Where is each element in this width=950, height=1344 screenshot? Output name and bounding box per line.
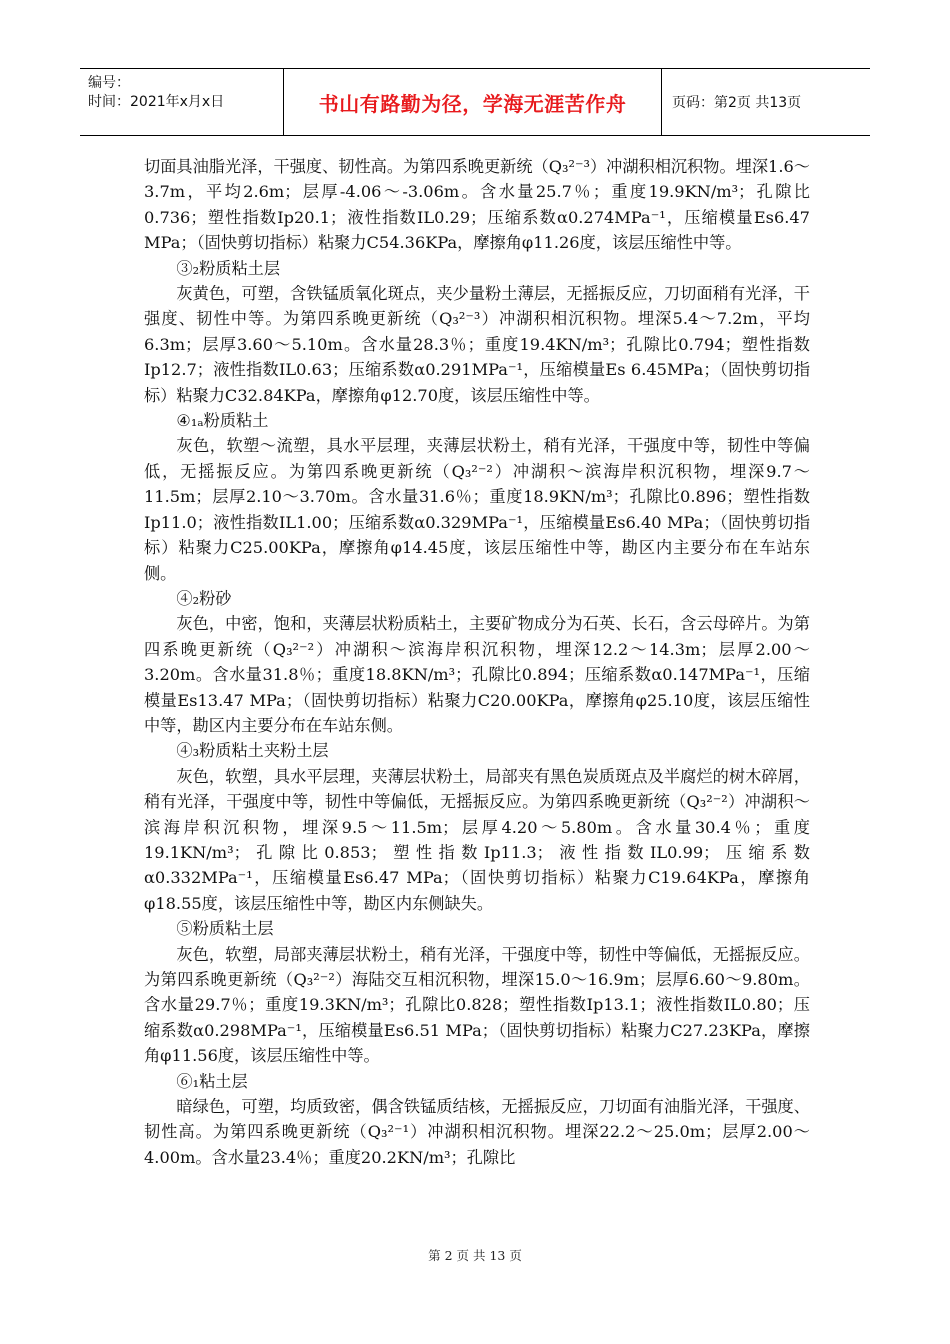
document-body: [144, 154, 810, 1170]
body-paragraph: 灰色，中密，饱和，夹薄层状粉质粘土，主要矿物成分为石英、长石，含云母碎片。为第四系晚更新统（Q₃²⁻²）冲湖积～滨海岸积沉积物，埋深12.2～14.3m；层厚2.00～3.20m。含水量31.8％；重度18.8KN/m³；孔隙比0.894；压缩系数α0.147MPa⁻¹，压缩模量Es13.47 MPa；（固快剪切指标）粘聚力C20.00KPa，摩擦角φ25.10度，该层压缩性中等，勘区内主要分布在车站东侧。: [144, 614, 810, 735]
header-motto: 书山有路勤为径，学海无涯苦作舟: [284, 69, 662, 135]
body-paragraph: 灰色，软塑，局部夹薄层状粉土，稍有光泽，干强度中等，韧性中等偏低，无摇振反应。为第四系晚更新统（Q₃²⁻²）海陆交互相沉积物，埋深15.0～16.9m；层厚6.60～9.80m。含水量29.7％；重度19.3KN/m³；孔隙比0.828；塑性指数Ip13.1；液性指数IL0.80；压缩系数α0.298MPa⁻¹，压缩模量Es6.51 MPa；（固快剪切指标）粘聚力C27.23KPa，摩擦角φ11.56度，该层压缩性中等。: [144, 944, 810, 1066]
section-heading: ④₁ₐ粉质粘土: [176, 411, 269, 431]
section-heading: ④₂粉砂: [176, 588, 232, 608]
section-heading: ③₂粉质粘土层: [176, 258, 281, 278]
page-header: [80, 68, 870, 136]
document-number-label: 编号：: [88, 75, 130, 91]
header-meta-cell: [80, 69, 284, 135]
section-heading: ⑥₁粘土层: [176, 1071, 248, 1091]
body-paragraph: 灰黄色，可塑，含铁锰质氧化斑点，夹少量粉土薄层，无摇振反应，刀切面稍有光泽，干强度、韧性中等。为第四系晚更新统（Q₃²⁻³）冲湖积相沉积物。埋深5.4～7.2m，平均6.3m；层厚3.60～5.10m。含水量28.3％；重度19.4KN/m³；孔隙比0.794；塑性指数Ip12.7；液性指数IL0.63；压缩系数α0.291MPa⁻¹，压缩模量Es 6.45MPa；（固快剪切指标）粘聚力C32.84KPa，摩擦角φ12.70度，该层压缩性中等。: [144, 284, 810, 405]
section-heading: ⑤粉质粘土层: [176, 919, 274, 939]
body-paragraph: 灰色，软塑，具水平层理，夹薄层状粉土，局部夹有黑色炭质斑点及半腐烂的树木碎屑，稍有光泽，干强度中等，韧性中等偏低，无摇振反应。为第四系晚更新统（Q₃²⁻²）冲湖积～滨海岸积沉积物，埋深9.5～11.5m；层厚4.20～5.80m。含水量30.4％；重度19.1KN/m³；孔隙比0.853；塑性指数Ip11.3；液性指数IL0.99；压缩系数α0.332MPa⁻¹，压缩模量Es6.47 MPa；（固快剪切指标）粘聚力C19.64KPa，摩擦角φ18.55度，该层压缩性中等，勘区内东侧缺失。: [144, 766, 810, 913]
body-paragraph: 切面具油脂光泽，干强度、韧性高。为第四系晚更新统（Q₃²⁻³）冲湖积相沉积物。埋深1.6～3.7m，平均2.6m；层厚-4.06～-3.06m。含水量25.7％；重度19.9KN/m³；孔隙比0.736；塑性指数Ip20.1；液性指数IL0.29；压缩系数α0.274MPa⁻¹，压缩模量Es6.47 MPa；（固快剪切指标）粘聚力C54.36KPa，摩擦角φ11.26度，该层压缩性中等。: [144, 157, 810, 253]
body-paragraph: 暗绿色，可塑，均质致密，偶含铁锰质结核，无摇振反应，刀切面有油脂光泽，干强度、韧性高。为第四系晚更新统（Q₃²⁻¹）冲湖积相沉积物。埋深22.2～25.0m；层厚2.00～4.00m。含水量23.4％；重度20.2KN/m³；孔隙比: [144, 1097, 810, 1167]
document-time-label: 时间：2021年x月x日: [88, 94, 225, 110]
page-footer: 第 2 页 共 13 页: [428, 1248, 522, 1263]
header-page-info: 页码：第2页 共13页: [672, 95, 802, 111]
section-heading: ④₃粉质粘土夹粉土层: [176, 741, 329, 761]
body-paragraph: 灰色，软塑～流塑，具水平层理，夹薄层状粉土，稍有光泽，干强度中等，韧性中等偏低，无摇振反应。为第四系晚更新统（Q₃²⁻²）冲湖积～滨海岸积沉积物，埋深9.7～11.5m；层厚2.10～3.70m。含水量31.6％；重度18.9KN/m³；孔隙比0.896；塑性指数Ip11.0；液性指数IL1.00；压缩系数α0.329MPa⁻¹，压缩模量Es6.40 MPa；（固快剪切指标）粘聚力C25.00KPa，摩擦角φ14.45度，该层压缩性中等，勘区内主要分布在车站东侧。: [144, 436, 810, 583]
